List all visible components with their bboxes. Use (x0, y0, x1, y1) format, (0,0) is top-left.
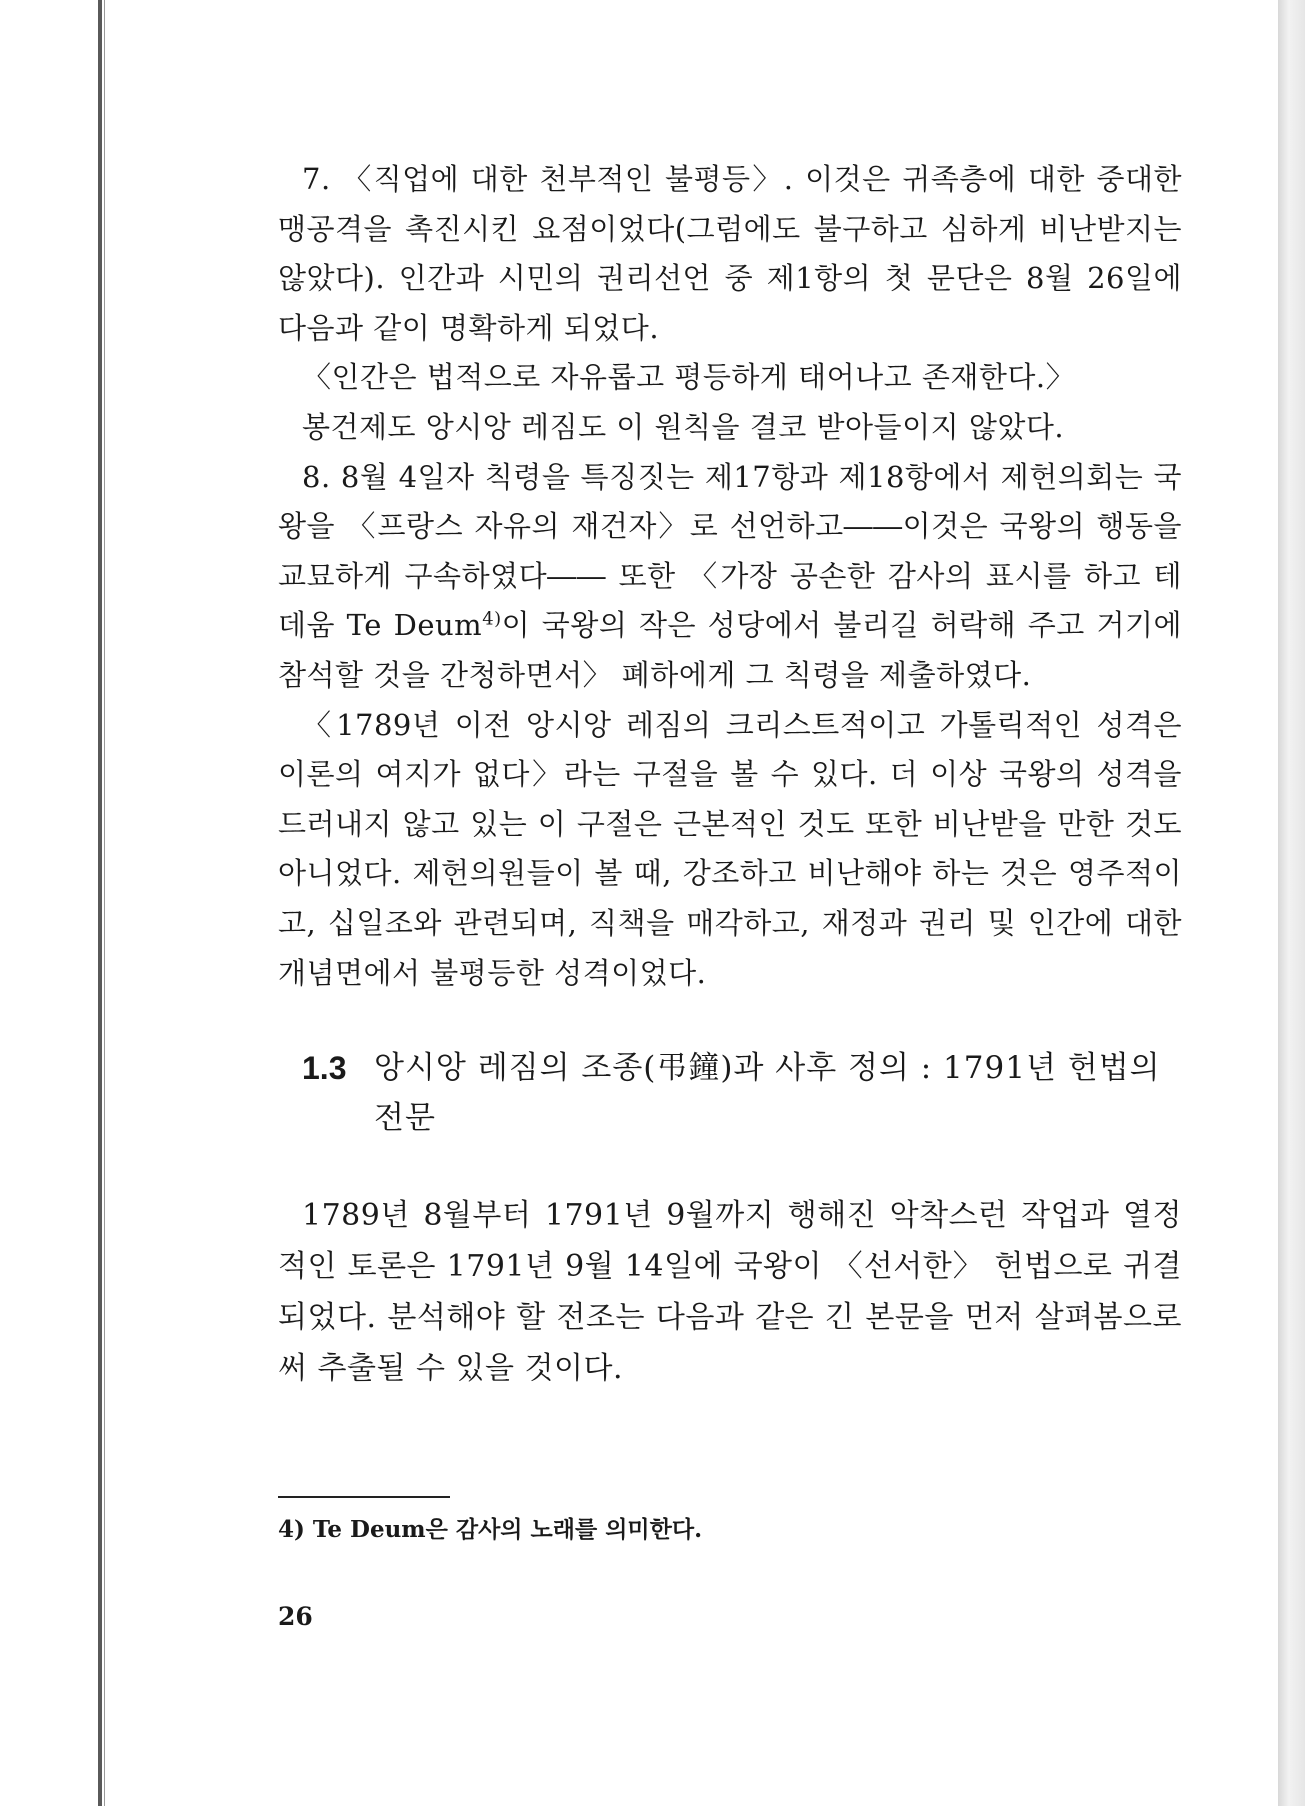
page-left-edge (98, 0, 102, 1806)
footnote-divider (278, 1496, 450, 1498)
page-number: 26 (278, 1602, 313, 1631)
paragraph-8-text-before: 8. 8월 4일자 칙령을 특징짓는 제17항과 제18항에서 제헌의회는 국왕을 〈프랑스 자유의 재건자〉로 선언하고――이것은 국왕의 행동을 교묘하게 구속하였다―― 또한 〈가장 공손한 감사의 표시를 하고 테데움 Te Deum (278, 459, 1182, 643)
section-paragraph: 1789년 8월부터 1791년 9월까지 행해진 악착스런 작업과 열정적인 토론은 1791년 9월 14일에 국왕이 〈선서한〉 헌법으로 귀결되었다. 분석해야 할 전조는 다음과 같은 긴 본문을 먼저 살펴봄으로써 추출될 수 있을 것이다. (278, 1198, 1182, 1386)
page-right-edge-shadow (1278, 0, 1305, 1806)
paragraph-feudal: 봉건제도 앙시앙 레짐도 이 원칙을 결코 받아들이지 않았다. (302, 409, 1065, 444)
footnote-4: 4) Te Deum은 감사의 노래를 의미한다. (278, 1516, 703, 1543)
section-number: 1.3 (302, 1050, 347, 1086)
main-text-block (278, 155, 1182, 998)
section-title: 앙시앙 레짐의 조종(弔鐘)과 사후 정의 : 1791년 헌법의 전문 (374, 1050, 1161, 1136)
paragraph-8 (278, 453, 1182, 701)
section-heading (302, 1043, 1182, 1143)
paragraph-8-text-after: 이 국왕의 작은 성당에서 불리길 허락해 주고 거기에 참석할 것을 간청하면서〉 폐하에게 그 칙령을 제출하였다. (278, 608, 1183, 692)
page-left-edge-line (104, 0, 105, 1806)
section-body (278, 1190, 1182, 1394)
paragraph-1789: 〈1789년 이전 앙시앙 레짐의 크리스트적이고 가톨릭적인 성격은 이론의 여지가 없다〉라는 구절을 볼 수 있다. 더 이상 국왕의 성격을 드러내지 않고 있는 이 구절은 근본적인 것도 또한 비난받을 만한 것도 아니었다. 제헌의원들이 볼 때, 강조하고 비난해야 하는 것은 영주적이고, 십일조와 관련되며, 직책을 매각하고, 재정과 권리 및 인간에 대한 개념면에서 불평등한 성격이었다. (278, 707, 1182, 990)
paragraph-7: 7. 〈직업에 대한 천부적인 불평등〉. 이것은 귀족층에 대한 중대한 맹공격을 촉진시킨 요점이었다(그럼에도 불구하고 심하게 비난받지는 않았다). 인간과 시민의 권리선언 중 제1항의 첫 문단은 8월 26일에 다음과 같이 명확하게 되었다. (278, 162, 1182, 345)
footnote-reference: 4) (482, 608, 502, 630)
paragraph-quote: 〈인간은 법적으로 자유롭고 평등하게 태어나고 존재한다.〉 (302, 360, 1076, 395)
